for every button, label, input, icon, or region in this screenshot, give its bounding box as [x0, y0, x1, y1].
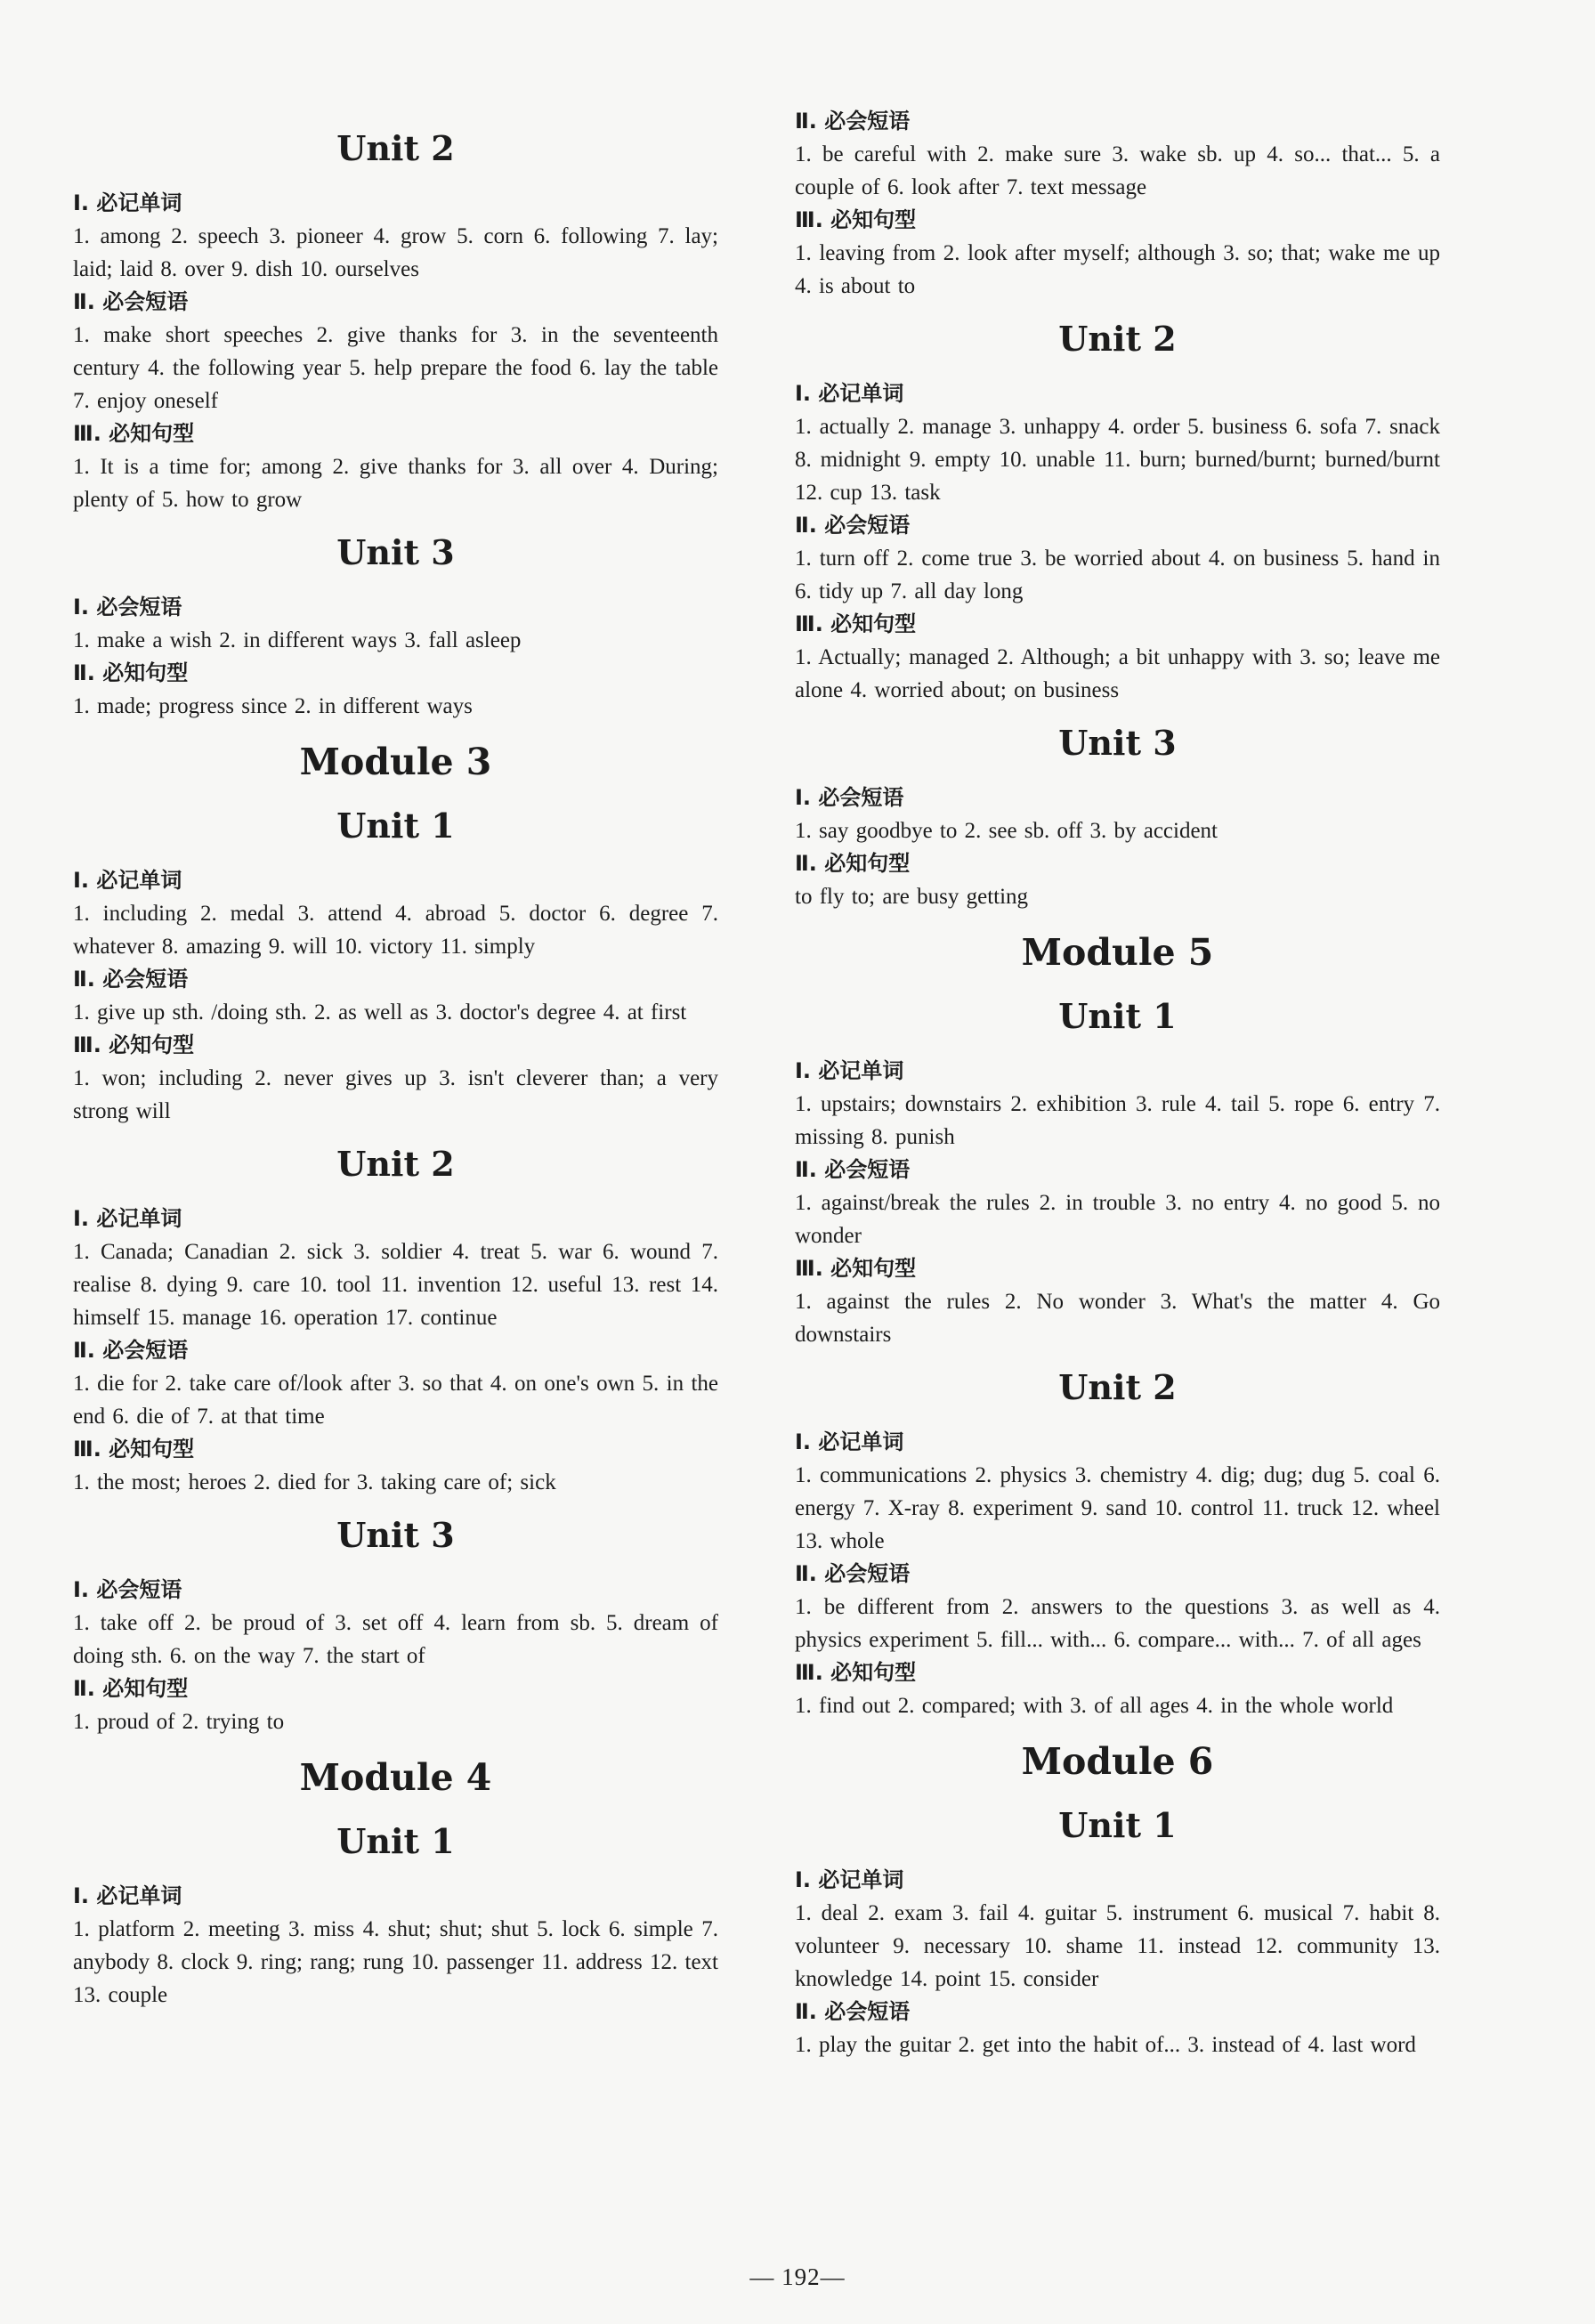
section-answers: 1. take off 2. be proud of 3. set off 4. learn from sb. 5. dream of doing sth. 6. on the way 7. the start of — [73, 1611, 718, 1668]
unit-title: Unit 1 — [1058, 1805, 1177, 1845]
module-block — [795, 1740, 1440, 1783]
left-column — [73, 105, 718, 2012]
section-heading: Ⅰ. 必记单词 — [73, 190, 182, 215]
module-block — [795, 931, 1440, 974]
unit-title: Unit 3 — [1058, 723, 1177, 763]
unit-block — [795, 996, 1440, 1351]
section-answers: 1. against the rules 2. No wonder 3. What's the matter 4. Go downstairs — [795, 1290, 1440, 1347]
section-answers: 1. among 2. speech 3. pioneer 4. grow 5. corn 6. following 7. lay; laid; laid 8. over 9. dish 10. ourselves — [73, 224, 718, 281]
section-heading: Ⅱ. 必会短语 — [795, 109, 911, 134]
section-answers: 1. turn off 2. come true 3. be worried about 4. on business 5. hand in 6. tidy up 7. all day long — [795, 547, 1440, 603]
section-heading: Ⅱ. 必会短语 — [795, 1157, 911, 1182]
section-heading: Ⅲ. 必知句型 — [73, 1437, 195, 1462]
module-block — [73, 1756, 718, 1799]
module-title: Module 5 — [1021, 931, 1214, 974]
unit-title: Unit 1 — [336, 1821, 455, 1861]
section-heading: Ⅱ. 必会短语 — [73, 289, 189, 314]
unit-title: Unit 1 — [336, 806, 455, 846]
module-title: Module 3 — [299, 741, 492, 783]
section-heading: Ⅰ. 必记单词 — [795, 1058, 904, 1083]
section-heading: Ⅰ. 必记单词 — [795, 1429, 904, 1454]
unit-block — [73, 532, 718, 723]
section-answers: 1. actually 2. manage 3. unhappy 4. order 5. business 6. sofa 7. snack 8. midnight 9. empty 10. unable 11. burn; burned/burnt; burned/burnt 12. cup 13. task — [795, 415, 1440, 505]
section-heading: Ⅰ. 必记单词 — [73, 1206, 182, 1231]
section-answers: 1. platform 2. meeting 3. miss 4. shut; shut; shut 5. lock 6. simple 7. anybody 8. clock 9. ring; rang; rung 10. passenger 11. address 12. text 13. couple — [73, 1917, 719, 2007]
section-answers: 1. It is a time for; among 2. give thanks for 3. all over 4. During; plenty of 5. how to grow — [73, 455, 718, 512]
section-heading: Ⅰ. 必记单词 — [73, 1883, 182, 1908]
section-heading: Ⅰ. 必会短语 — [73, 1577, 182, 1602]
section-heading: Ⅱ. 必会短语 — [795, 513, 911, 538]
section-heading: Ⅰ. 必记单词 — [795, 381, 904, 406]
section-heading: Ⅲ. 必知句型 — [795, 1660, 917, 1685]
section-heading: Ⅱ. 必会短语 — [795, 1561, 911, 1586]
module-block — [73, 741, 718, 783]
section-answers: 1. be careful with 2. make sure 3. wake sb. up 4. so... that... 5. a couple of 6. look after 7. text message — [795, 142, 1440, 199]
unit-title: Unit 2 — [336, 1144, 455, 1184]
section-heading: Ⅰ. 必记单词 — [73, 868, 182, 893]
section-heading: Ⅲ. 必知句型 — [795, 611, 917, 636]
section-answers: 1. find out 2. compared; with 3. of all ages 4. in the whole world — [795, 1694, 1394, 1718]
section-answers: 1. make short speeches 2. give thanks for 3. in the seventeenth century 4. the following year 5. help prepare the food 6. lay the table 7. enjoy oneself — [73, 323, 718, 413]
module-title: Module 6 — [1021, 1740, 1214, 1783]
section-answers: 1. be different from 2. answers to the questions 3. as well as 4. physics experiment 5. fill... with... 6. compare... with... 7. of all ages — [795, 1595, 1440, 1652]
unit-block — [73, 1144, 718, 1499]
unit-title: Unit 1 — [1058, 996, 1177, 1036]
unit-block — [795, 1367, 1440, 1722]
section-heading: Ⅲ. 必知句型 — [73, 1032, 195, 1057]
section-answers: 1. made; progress since 2. in different ways — [73, 694, 473, 718]
right-column — [795, 105, 1440, 2061]
section-answers: 1. give up sth. /doing sth. 2. as well as 3. doctor's degree 4. at first — [73, 1000, 687, 1024]
unit-block — [73, 128, 718, 516]
section-answers: 1. Canada; Canadian 2. sick 3. soldier 4. treat 5. war 6. wound 7. realise 8. dying 9. care 10. tool 11. invention 12. useful 13. rest 14. himself 15. manage 16. operation 17. continue — [73, 1240, 718, 1330]
section-heading: Ⅲ. 必知句型 — [73, 421, 195, 446]
section-answers: 1. upstairs; downstairs 2. exhibition 3. rule 4. tail 5. rope 6. entry 7. missing 8. punish — [795, 1092, 1440, 1149]
section-answers: 1. make a wish 2. in different ways 3. fall asleep — [73, 628, 522, 652]
unit-block — [795, 319, 1440, 707]
section-heading: Ⅰ. 必记单词 — [795, 1867, 904, 1892]
section-answers: 1. against/break the rules 2. in trouble 3. no entry 4. no good 5. no wonder — [795, 1191, 1440, 1248]
section-heading: Ⅰ. 必会短语 — [73, 595, 182, 619]
section-answers: 1. Actually; managed 2. Although; a bit unhappy with 3. so; leave me alone 4. worried about; on business — [795, 645, 1440, 702]
section-answers: 1. including 2. medal 3. attend 4. abroad 5. doctor 6. degree 7. whatever 8. amazing 9. will 10. victory 11. simply — [73, 902, 718, 959]
unit-block — [795, 1805, 1440, 2061]
section-heading: Ⅱ. 必会短语 — [73, 1338, 189, 1363]
section-answers: 1. communications 2. physics 3. chemistry 4. dig; dug; dug 5. coal 6. energy 7. X-ray 8. experiment 9. sand 10. control 11. truck 12. wheel 13. whole — [795, 1463, 1440, 1553]
unit-block — [795, 723, 1440, 913]
unit-block — [73, 806, 718, 1128]
page-number: — 192— — [749, 2263, 846, 2290]
section-answers: 1. leaving from 2. look after myself; although 3. so; that; wake me up 4. is about to — [795, 241, 1440, 298]
section-answers: 1. the most; heroes 2. died for 3. taking care of; sick — [73, 1470, 556, 1494]
section-answers: to fly to; are busy getting — [795, 885, 1029, 909]
unit-title: Unit 2 — [336, 128, 455, 168]
section-answers: 1. die for 2. take care of/look after 3. so that 4. on one's own 5. in the end 6. die of 7. at that time — [73, 1372, 718, 1429]
section-answers: 1. say goodbye to 2. see sb. off 3. by accident — [795, 819, 1218, 843]
section-answers: 1. won; including 2. never gives up 3. isn't cleverer than; a very strong will — [73, 1066, 718, 1123]
section-heading: Ⅱ. 必会短语 — [795, 1999, 911, 2024]
section-heading: Ⅲ. 必知句型 — [795, 1256, 917, 1281]
unit-title: Unit 2 — [1058, 319, 1177, 359]
section-answers: 1. proud of 2. trying to — [73, 1710, 285, 1734]
unit-block — [73, 1821, 719, 2012]
section-heading: Ⅱ. 必会短语 — [73, 967, 189, 992]
section-heading: Ⅲ. 必知句型 — [795, 207, 917, 232]
module-title: Module 4 — [299, 1756, 492, 1799]
unit-title: Unit 2 — [1058, 1367, 1177, 1407]
section-heading: Ⅰ. 必会短语 — [795, 785, 904, 810]
section-answers: 1. play the guitar 2. get into the habit of... 3. instead of 4. last word — [795, 2033, 1416, 2057]
unit-continued-block — [795, 105, 1440, 303]
unit-title: Unit 3 — [336, 532, 455, 572]
section-heading: Ⅱ. 必知句型 — [73, 1676, 189, 1701]
unit-title: Unit 3 — [336, 1515, 455, 1555]
section-answers: 1. deal 2. exam 3. fail 4. guitar 5. instrument 6. musical 7. habit 8. volunteer 9. necessary 10. shame 11. instead 12. community 13. knowledge 14. point 15. consider — [795, 1901, 1440, 1991]
section-heading: Ⅱ. 必知句型 — [73, 660, 189, 685]
section-heading: Ⅱ. 必知句型 — [795, 851, 911, 876]
unit-block — [73, 1515, 718, 1738]
